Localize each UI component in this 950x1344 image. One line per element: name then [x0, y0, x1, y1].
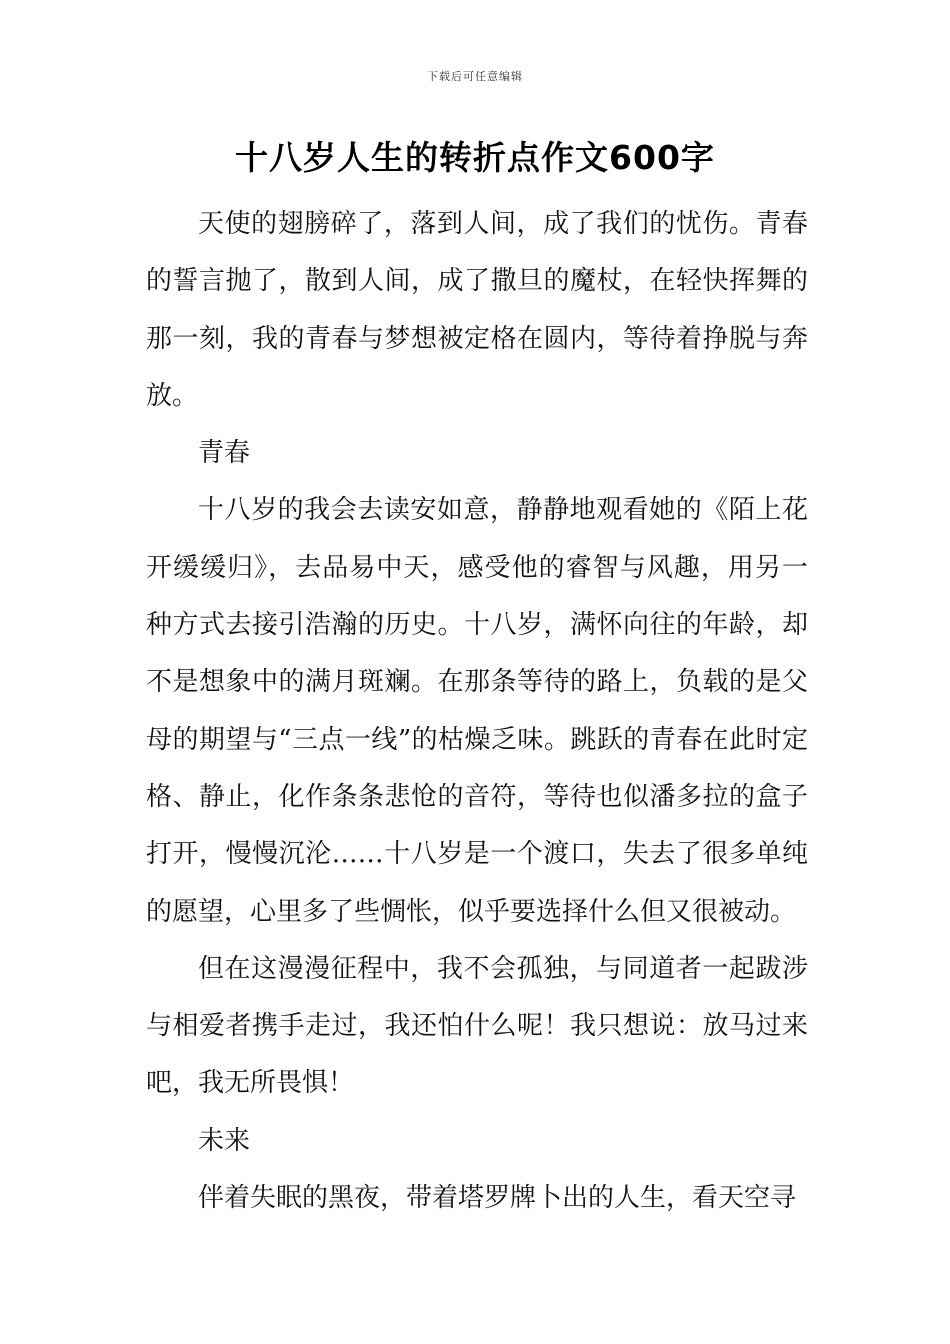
header-note: 下载后可任意编辑	[427, 70, 523, 83]
document-title: 十八岁人生的转折点作文600字	[235, 138, 715, 177]
section-heading-youth: 青春	[198, 438, 251, 469]
paragraph-journey: 但在这漫漫征程中，我不会孤独，与同道者一起跋涉与相爱者携手走过，我还怕什么呢！我只想说：放马过来吧，我无所畏惧！	[146, 953, 808, 1099]
document-body	[146, 196, 808, 1227]
paragraph-eighteen: 十八岁的我会去读安如意，静静地观看她的《陌上花开缓缓归》，去品易中天，感受他的睿智与风趣，用另一种方式去接引浩瀚的历史。十八岁，满怀向往的年龄，却不是想象中的满月斑斓。在那条等待的路上，负载的是父母的期望与“三点一线”的枯燥乏味。跳跃的青春在此时定格、静止，化作条条悲怆的音符，等待也似潘多拉的盒子打开，慢慢沉沦……十八岁是一个渡口，失去了很多单纯的愿望，心里多了些惆怅，似乎要选择什么但又很被动。	[146, 495, 808, 927]
paragraph-intro: 天使的翅膀碎了，落到人间，成了我们的忧伤。青春的誓言抛了，散到人间，成了撒旦的魔杖，在轻快挥舞的那一刻，我的青春与梦想被定格在圆内，等待着挣脱与奔放。	[146, 209, 808, 411]
section-heading-future: 未来	[198, 1125, 251, 1156]
paragraph-future: 伴着失眠的黑夜，带着塔罗牌卜出的人生，看天空寻	[198, 1183, 797, 1214]
